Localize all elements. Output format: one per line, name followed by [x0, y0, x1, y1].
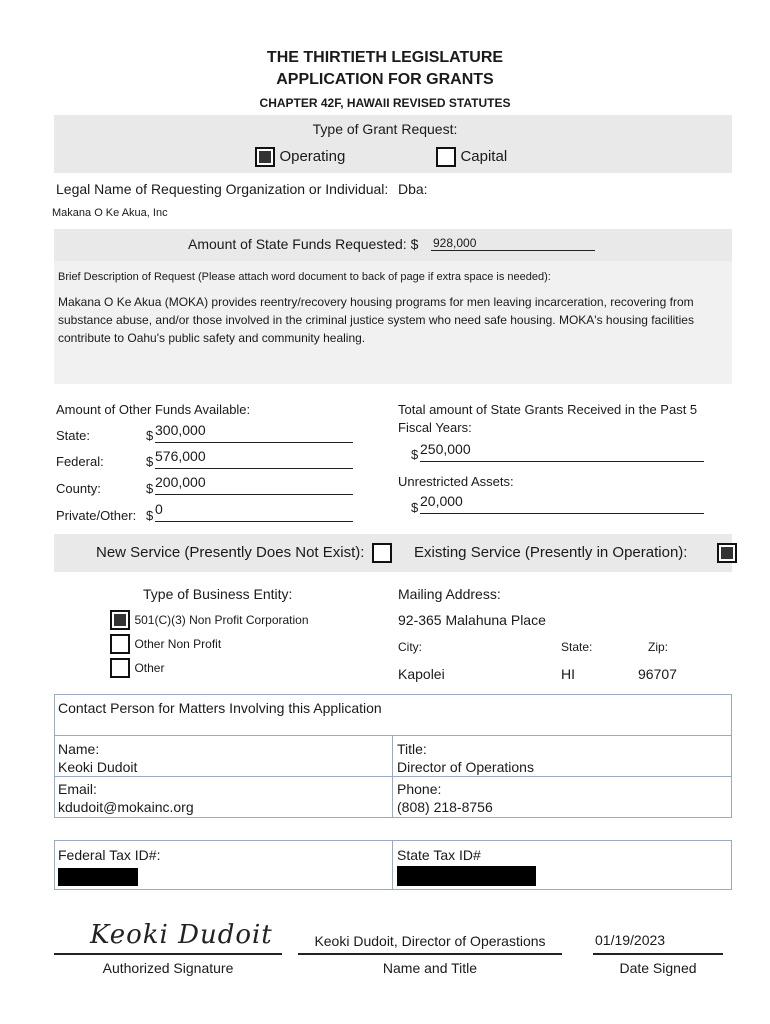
entity-other-nonprofit-label: Other Non Profit: [134, 637, 222, 652]
form-subtitle: CHAPTER 42F, HAWAII REVISED STATUTES: [259, 96, 511, 110]
legal-name-label: Legal Name of Requesting Organization or Individual:: [56, 181, 389, 197]
contact-name: Keoki Dudoit: [58, 759, 138, 775]
federal-funds-value: 576,000: [155, 448, 206, 464]
federal-tax-redaction: [58, 868, 138, 886]
signature-line: [54, 953, 282, 955]
city-value: Kapolei: [398, 666, 445, 682]
contact-divider-1: [54, 735, 732, 736]
form-title-line2: APPLICATION FOR GRANTS: [276, 71, 494, 88]
unrestricted-dollar: $: [411, 500, 419, 515]
other-funds-label: Amount of Other Funds Available:: [56, 402, 251, 417]
past-grants-field[interactable]: [420, 441, 704, 462]
county-funds-value: 200,000: [155, 474, 206, 490]
description-line-1: Makana O Ke Akua (MOKA) provides reentry/recovery housing programs for men leaving incarceration, recovering from: [58, 295, 694, 309]
capital-checkbox[interactable]: [436, 147, 456, 167]
amount-value: 928,000: [433, 236, 477, 250]
city-label: City:: [398, 640, 422, 654]
dba-label: Dba:: [398, 181, 428, 197]
state-funds-field[interactable]: [155, 422, 353, 443]
mailing-address-label: Mailing Address:: [398, 586, 501, 602]
state-funds-value: 300,000: [155, 422, 206, 438]
unrestricted-assets-value: 20,000: [420, 493, 463, 509]
entity-label: Type of Business Entity:: [143, 586, 293, 602]
grant-type-label: Type of Grant Request:: [312, 121, 458, 137]
contact-title-label: Title:: [397, 741, 427, 757]
entity-501c3-checkbox[interactable]: [110, 610, 130, 630]
entity-option-501c3[interactable]: [110, 610, 309, 630]
amount-field[interactable]: [431, 234, 595, 251]
contact-heading: Contact Person for Matters Involving this Application: [58, 700, 382, 716]
mailing-street: 92-365 Malahuna Place: [398, 612, 546, 628]
contact-phone-label: Phone:: [397, 781, 442, 797]
description-line-2: substance abuse, and/or those involved in the criminal justice system who need safe housing. MOKA's housing facilities: [58, 313, 694, 327]
past-grants-label-line1: Total amount of State Grants Received in the Past 5: [398, 402, 698, 417]
contact-column-divider: [392, 735, 393, 818]
federal-dollar: $: [146, 454, 154, 469]
authorized-signature-label: Authorized Signature: [102, 960, 234, 976]
entity-option-other-nonprofit[interactable]: [110, 634, 221, 654]
date-signed-value: 01/19/2023: [595, 932, 666, 948]
existing-service-checkbox[interactable]: [717, 543, 737, 563]
date-signed-label: Date Signed: [619, 960, 697, 976]
unrestricted-assets-field[interactable]: [420, 493, 704, 514]
contact-title: Director of Operations: [397, 759, 534, 775]
organization-name: Makana O Ke Akua, Inc: [52, 207, 168, 219]
past-grants-label-line2: Fiscal Years:: [398, 420, 472, 435]
new-service-checkbox[interactable]: [372, 543, 392, 563]
name-title-line: [298, 953, 562, 955]
county-dollar: $: [146, 481, 154, 496]
contact-name-label: Name:: [58, 741, 100, 757]
state-tax-label: State Tax ID#: [397, 847, 481, 863]
entity-other-label: Other: [134, 661, 165, 676]
contact-phone: (808) 218-8756: [397, 799, 493, 815]
capital-option[interactable]: [436, 147, 507, 167]
tax-column-divider: [392, 840, 393, 890]
federal-tax-label: Federal Tax ID#:: [58, 847, 161, 863]
contact-divider-2: [54, 776, 732, 777]
description-label: Brief Description of Request (Please attach word document to back of page if extra space is needed):: [58, 271, 551, 283]
past-grants-dollar: $: [411, 447, 419, 462]
entity-option-other[interactable]: [110, 658, 164, 678]
existing-service-label: Existing Service (Presently in Operation):: [414, 544, 688, 561]
name-title-label: Name and Title: [382, 960, 478, 976]
state-tax-redaction: [397, 866, 536, 886]
entity-501c3-label: 501(C)(3) Non Profit Corporation: [134, 613, 309, 628]
private-funds-field[interactable]: [155, 501, 353, 522]
past-grants-value: 250,000: [420, 441, 471, 457]
unrestricted-assets-label: Unrestricted Assets:: [398, 474, 514, 489]
entity-other-nonprofit-checkbox[interactable]: [110, 634, 130, 654]
state-value: HI: [561, 666, 575, 682]
private-funds-label: Private/Other:: [56, 508, 137, 523]
state-label: State:: [561, 640, 593, 654]
county-funds-label: County:: [56, 481, 101, 496]
private-funds-value: 0: [155, 501, 163, 517]
operating-option[interactable]: [255, 147, 345, 167]
zip-value: 96707: [638, 666, 677, 682]
state-funds-label: State:: [56, 428, 90, 443]
form-title-line1: THE THIRTIETH LEGISLATURE: [266, 49, 504, 66]
capital-label: Capital: [460, 148, 508, 166]
operating-label: Operating: [279, 148, 346, 166]
entity-other-checkbox[interactable]: [110, 658, 130, 678]
signer-name-title: Keoki Dudoit, Director of Operastions: [314, 933, 546, 949]
contact-email-label: Email:: [58, 781, 97, 797]
state-dollar: $: [146, 428, 154, 443]
handwritten-signature: Keoki Dudoit: [90, 920, 273, 950]
description-line-3: contribute to Oahu's public safety and community healing.: [58, 331, 366, 345]
county-funds-field[interactable]: [155, 474, 353, 495]
zip-label: Zip:: [648, 640, 669, 654]
contact-email: kdudoit@mokainc.org: [58, 799, 194, 815]
date-line: [593, 953, 723, 955]
description-text: [58, 293, 730, 347]
new-service-label: New Service (Presently Does Not Exist):: [96, 544, 365, 561]
amount-label: Amount of State Funds Requested: $: [188, 236, 419, 252]
federal-funds-label: Federal:: [56, 454, 104, 469]
operating-checkbox[interactable]: [255, 147, 275, 167]
private-dollar: $: [146, 508, 154, 523]
federal-funds-field[interactable]: [155, 448, 353, 469]
